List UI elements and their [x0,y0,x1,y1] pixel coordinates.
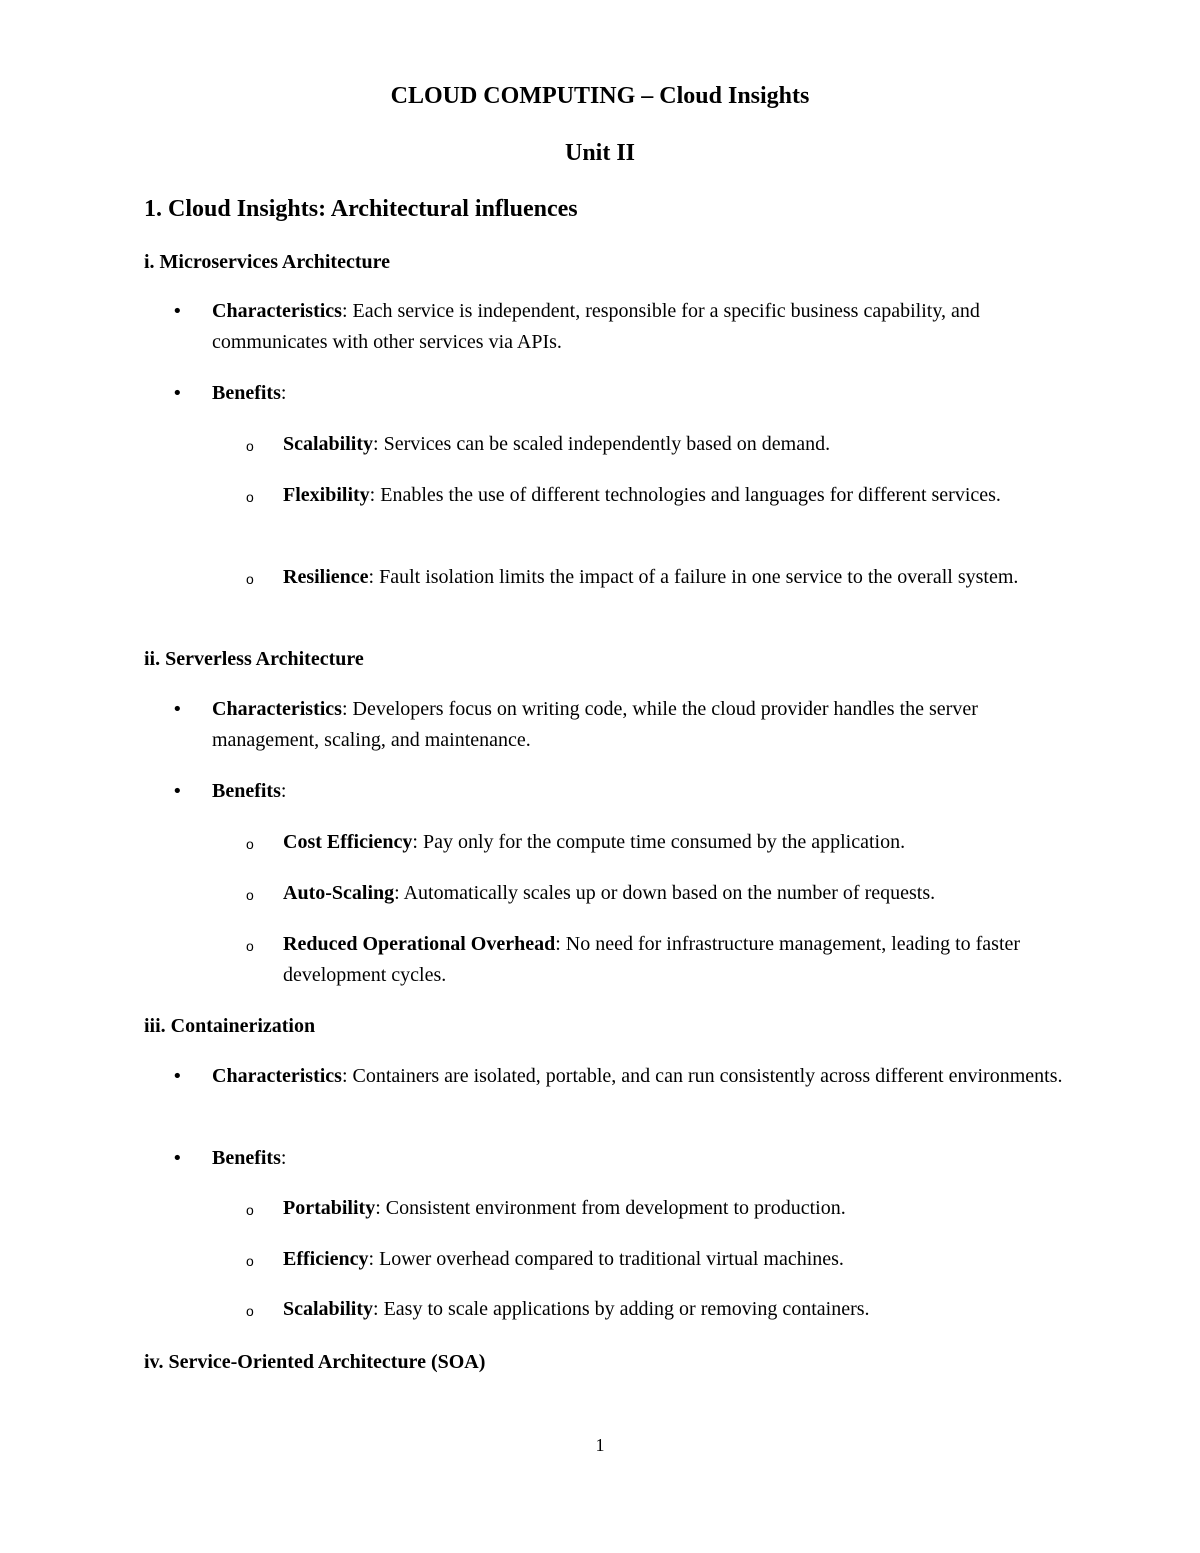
benefit-item: o Efficiency: Lower overhead compared to traditional virtual machines. [283,1244,1073,1275]
microservices-benefits: • Benefits: [212,378,1072,409]
serverless-characteristics [212,694,1072,756]
section-heading: 1. Cloud Insights: Architectural influences [144,196,578,222]
characteristics-label: Characteristics [212,300,342,322]
unit-heading: Unit II [564,140,636,166]
benefit-item: o Resilience: Fault isolation limits the impact of a failure in one service to the overall system. [283,562,1073,593]
characteristics-text: : Containers are isolated, portable, and can run consistently across different environments. [341,1065,1063,1087]
document-title: CLOUD COMPUTING – Cloud Insights [390,83,810,109]
characteristics-label: Characteristics [212,1065,342,1087]
benefit-item: o Scalability: Services can be scaled independently based on demand. [283,429,1073,460]
containerization-benefits: • Benefits: [212,1143,1072,1174]
benefit-item: o Auto-Scaling: Automatically scales up or down based on the number of requests. [283,878,1073,909]
benefit-item: o Flexibility: Enables the use of different technologies and languages for different services. [283,480,1073,511]
containerization-heading: iii. Containerization [144,1015,316,1037]
benefit-item: o Scalability: Easy to scale applications by adding or removing containers. [283,1294,1073,1325]
benefits-label: Benefits [212,382,281,404]
soa-heading: iv. Service-Oriented Architecture (SOA) [144,1351,486,1373]
characteristics-text: : Each service is independent, responsible for a specific business capability, and communicates with other services via APIs. [212,300,980,353]
benefits-label: Benefits [212,780,281,802]
benefit-item: o Cost Efficiency: Pay only for the compute time consumed by the application. [283,827,1073,858]
characteristics-text: : Developers focus on writing code, while the cloud provider handles the server management, scaling, and maintenance. [212,698,978,751]
serverless-benefits: • Benefits: [212,776,1072,807]
benefit-item: o Reduced Operational Overhead: No need for infrastructure management, leading to faster development cycles. [283,929,1073,991]
containerization-characteristics [212,1061,1072,1092]
page-number: 1 [595,1435,605,1455]
microservices-heading: i. Microservices Architecture [144,251,391,273]
serverless-heading: ii. Serverless Architecture [144,648,364,670]
benefit-item: o Portability: Consistent environment from development to production. [283,1193,1073,1224]
characteristics-label: Characteristics [212,698,342,720]
microservices-characteristics [212,296,1072,358]
benefits-label: Benefits [212,1147,281,1169]
